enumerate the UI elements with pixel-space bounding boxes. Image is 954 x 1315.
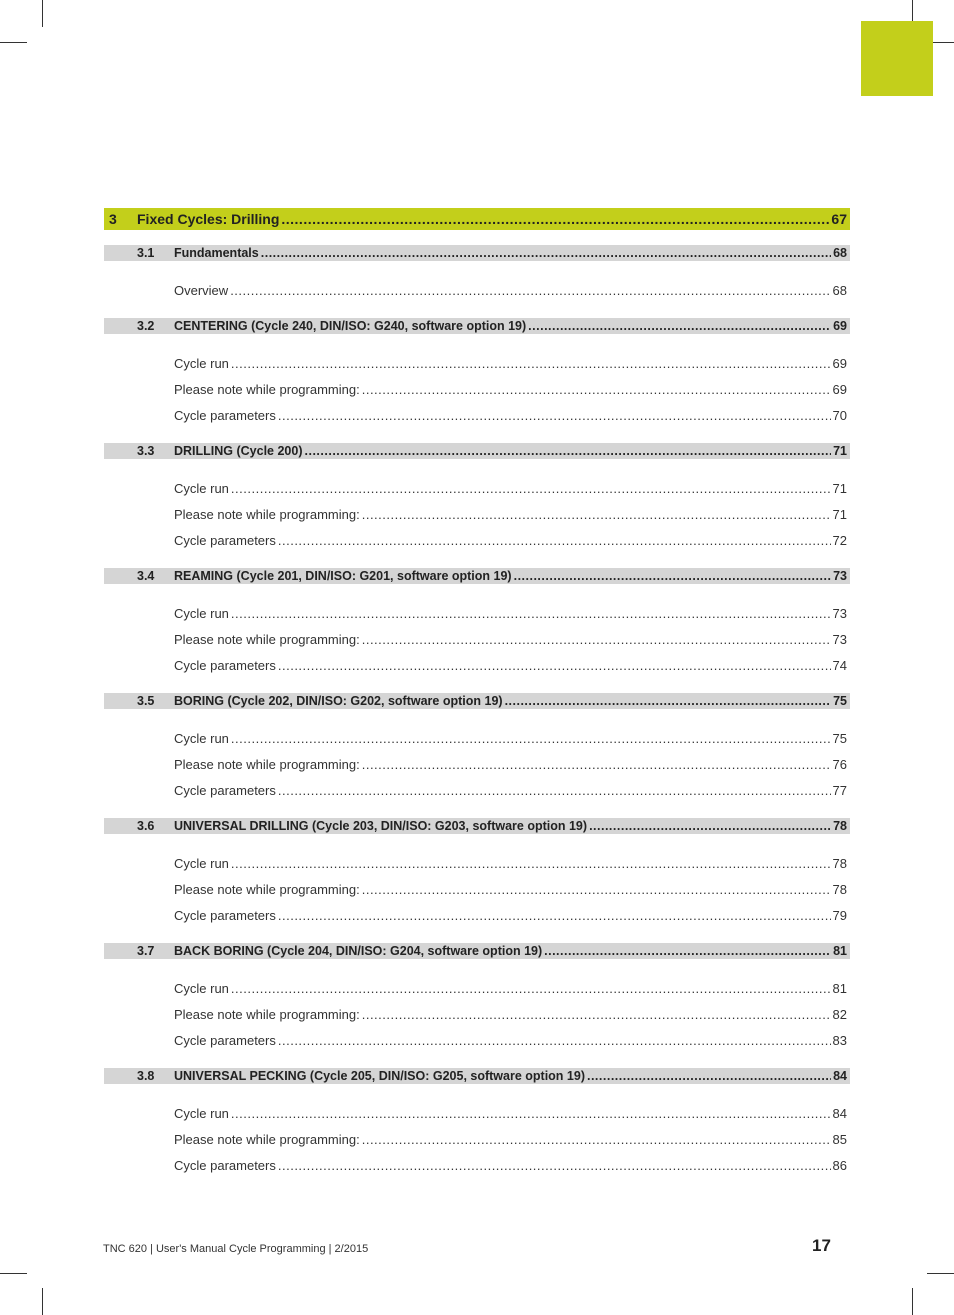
toc-entry[interactable] — [104, 480, 850, 496]
entry-page: 68 — [832, 282, 847, 298]
entry-page: 69 — [832, 355, 847, 371]
crop-mark — [42, 1288, 43, 1315]
section-title: DRILLING (Cycle 200) — [174, 444, 303, 458]
dot-leader — [278, 533, 831, 548]
section-page: 73 — [833, 569, 847, 583]
entry-page: 77 — [832, 782, 847, 798]
section-title: UNIVERSAL PECKING (Cycle 205, DIN/ISO: G205, software option 19) — [174, 1069, 585, 1083]
dot-leader — [231, 606, 831, 621]
toc-entry[interactable] — [104, 282, 850, 298]
entry-page: 82 — [832, 1006, 847, 1022]
toc-entry[interactable] — [104, 907, 850, 923]
crop-mark — [0, 42, 27, 43]
section-heading[interactable] — [104, 443, 850, 459]
entry-title: Cycle run — [174, 1105, 229, 1121]
entry-page: 75 — [832, 730, 847, 746]
section-page: 78 — [833, 819, 847, 833]
dot-leader — [231, 856, 831, 871]
section-page: 69 — [833, 319, 847, 333]
dot-leader — [514, 569, 832, 583]
dot-leader — [281, 211, 829, 227]
entry-page: 85 — [832, 1131, 847, 1147]
entry-title: Please note while programming: — [174, 1131, 360, 1147]
dot-leader — [305, 444, 832, 458]
entry-title: Cycle parameters — [174, 1157, 276, 1173]
entry-title: Cycle run — [174, 605, 229, 621]
dot-leader — [362, 757, 831, 772]
entry-title: Cycle run — [174, 980, 229, 996]
dot-leader — [278, 1158, 831, 1173]
dot-leader — [589, 819, 831, 833]
entry-title: Cycle parameters — [174, 782, 276, 798]
entry-page: 86 — [832, 1157, 847, 1173]
entry-page: 81 — [832, 980, 847, 996]
dot-leader — [278, 408, 831, 423]
section-heading[interactable] — [104, 318, 850, 334]
section-title: BORING (Cycle 202, DIN/ISO: G202, software option 19) — [174, 694, 503, 708]
section-title: CENTERING (Cycle 240, DIN/ISO: G240, software option 19) — [174, 319, 527, 333]
dot-leader — [278, 1033, 831, 1048]
section-title: UNIVERSAL DRILLING (Cycle 203, DIN/ISO: G203, software option 19) — [174, 819, 588, 833]
entry-title: Please note while programming: — [174, 381, 360, 397]
entry-page: 72 — [832, 532, 847, 548]
section-title: Fundamentals — [174, 246, 259, 260]
entry-page: 76 — [832, 756, 847, 772]
dot-leader — [362, 632, 831, 647]
dot-leader — [278, 658, 831, 673]
crop-mark — [42, 0, 43, 27]
crop-mark — [927, 1273, 954, 1274]
toc-entry[interactable] — [104, 605, 850, 621]
section-heading[interactable] — [104, 245, 850, 261]
section-title: REAMING (Cycle 201, DIN/ISO: G201, software option 19) — [174, 569, 512, 583]
dot-leader — [362, 1007, 831, 1022]
section-number: 3.1 — [137, 246, 155, 260]
entry-title: Cycle parameters — [174, 532, 276, 548]
entry-title: Cycle parameters — [174, 1032, 276, 1048]
chapter-number: 3 — [109, 211, 117, 227]
entry-title: Please note while programming: — [174, 506, 360, 522]
dot-leader — [278, 908, 831, 923]
entry-title: Cycle parameters — [174, 657, 276, 673]
section-number: 3.2 — [137, 319, 155, 333]
toc-entry[interactable] — [104, 855, 850, 871]
toc-entry[interactable] — [104, 782, 850, 798]
dot-leader — [278, 783, 831, 798]
chapter-title: Fixed Cycles: Drilling — [137, 211, 280, 227]
entry-title: Cycle run — [174, 730, 229, 746]
toc-entry[interactable] — [104, 980, 850, 996]
chapter-heading[interactable] — [104, 208, 850, 230]
entry-page: 79 — [832, 907, 847, 923]
toc-entry[interactable] — [104, 1157, 850, 1173]
section-heading[interactable] — [104, 1068, 850, 1084]
dot-leader — [528, 319, 831, 333]
chapter-page: 67 — [831, 211, 847, 227]
section-heading[interactable] — [104, 568, 850, 584]
entry-page: 74 — [832, 657, 847, 673]
toc-entry[interactable] — [104, 381, 850, 397]
entry-title: Cycle run — [174, 855, 229, 871]
dot-leader — [230, 283, 830, 298]
entry-title: Cycle run — [174, 480, 229, 496]
toc-entry[interactable] — [104, 1105, 850, 1121]
section-heading[interactable] — [104, 943, 850, 959]
section-number: 3.4 — [137, 569, 155, 583]
entry-title: Cycle parameters — [174, 907, 276, 923]
section-number: 3.8 — [137, 1069, 155, 1083]
section-heading[interactable] — [104, 693, 850, 709]
dot-leader — [587, 1069, 831, 1083]
dot-leader — [362, 882, 831, 897]
section-page: 71 — [833, 444, 847, 458]
dot-leader — [231, 981, 831, 996]
section-number: 3.6 — [137, 819, 155, 833]
toc-entry[interactable] — [104, 1131, 850, 1147]
toc-entry[interactable] — [104, 756, 850, 772]
entry-page: 78 — [832, 855, 847, 871]
page-number: 17 — [812, 1236, 831, 1255]
dot-leader — [362, 1132, 831, 1147]
entry-page: 84 — [832, 1105, 847, 1121]
entry-title: Please note while programming: — [174, 631, 360, 647]
section-page: 75 — [833, 694, 847, 708]
section-page: 84 — [833, 1069, 847, 1083]
toc-entry[interactable] — [104, 532, 850, 548]
section-number: 3.5 — [137, 694, 155, 708]
entry-page: 70 — [832, 407, 847, 423]
toc-entry[interactable] — [104, 1032, 850, 1048]
dot-leader — [231, 481, 831, 496]
toc-entry[interactable] — [104, 730, 850, 746]
toc-entry[interactable] — [104, 407, 850, 423]
chapter-tab-marker — [861, 21, 933, 96]
entry-title: Overview — [174, 282, 229, 298]
section-number: 3.3 — [137, 444, 155, 458]
entry-title: Please note while programming: — [174, 756, 360, 772]
section-page: 81 — [833, 944, 847, 958]
dot-leader — [362, 507, 831, 522]
dot-leader — [231, 1106, 831, 1121]
section-page: 68 — [833, 246, 847, 260]
entry-page: 71 — [832, 480, 847, 496]
entry-title: Please note while programming: — [174, 1006, 360, 1022]
entry-page: 73 — [832, 631, 847, 647]
entry-title: Please note while programming: — [174, 881, 360, 897]
entry-title: Cycle parameters — [174, 407, 276, 423]
dot-leader — [505, 694, 832, 708]
toc-entry[interactable] — [104, 631, 850, 647]
entry-title: Cycle run — [174, 355, 229, 371]
entry-page: 78 — [832, 881, 847, 897]
toc-entry[interactable] — [104, 881, 850, 897]
dot-leader — [261, 246, 831, 260]
footer-text: TNC 620 | User's Manual Cycle Programming | 2/2015 — [103, 1243, 369, 1255]
crop-mark — [912, 1288, 913, 1315]
dot-leader — [544, 944, 831, 958]
entry-page: 73 — [832, 605, 847, 621]
dot-leader — [362, 382, 831, 397]
section-heading[interactable] — [104, 818, 850, 834]
section-number: 3.7 — [137, 944, 155, 958]
entry-page: 83 — [832, 1032, 847, 1048]
entry-page: 71 — [832, 506, 847, 522]
crop-mark — [0, 1273, 27, 1274]
toc-entry[interactable] — [104, 1006, 850, 1022]
toc-entry[interactable] — [104, 506, 850, 522]
dot-leader — [231, 356, 831, 371]
entry-page: 69 — [832, 381, 847, 397]
dot-leader — [231, 731, 831, 746]
toc-entry[interactable] — [104, 355, 850, 371]
section-title: BACK BORING (Cycle 204, DIN/ISO: G204, software option 19) — [174, 944, 543, 958]
toc-entry[interactable] — [104, 657, 850, 673]
